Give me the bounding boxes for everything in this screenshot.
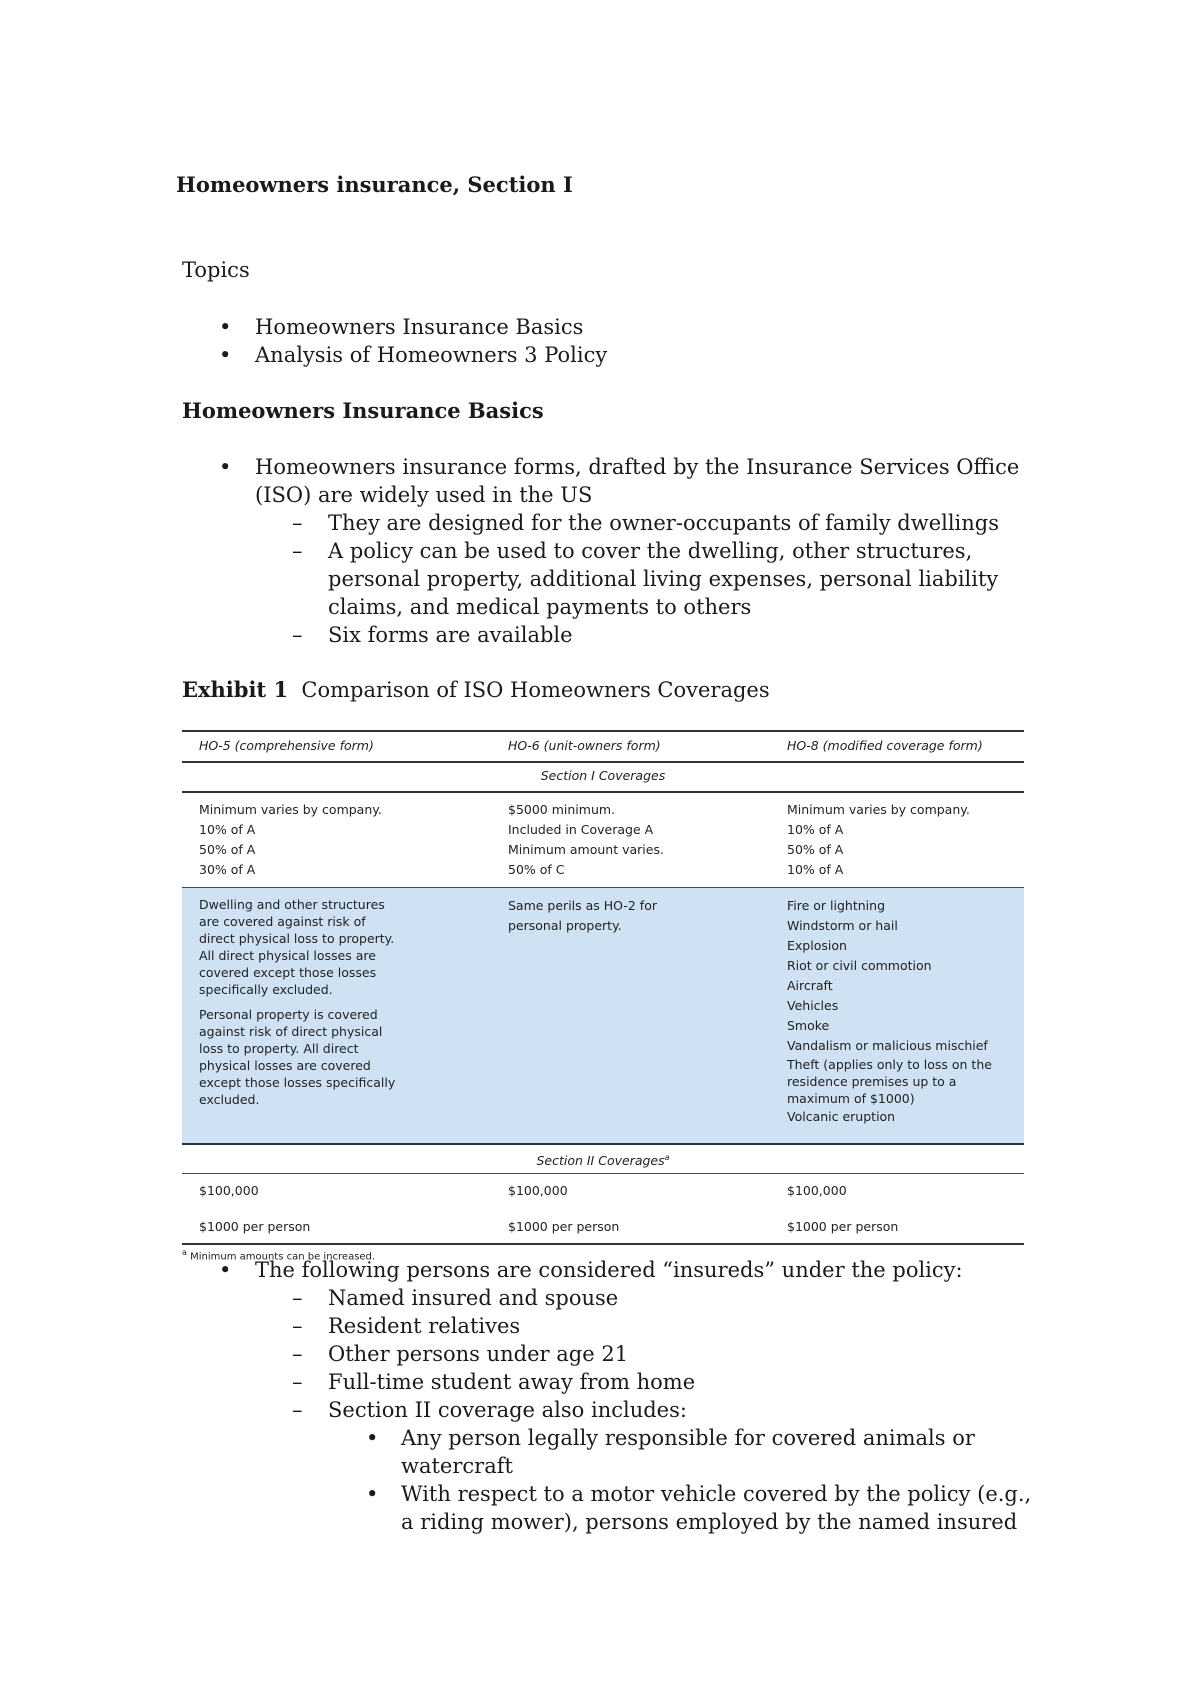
footnote-marker: a	[664, 1153, 670, 1162]
footnote-marker: a	[182, 1248, 187, 1257]
col-header-ho6: HO-6 (unit-owners form)	[508, 738, 661, 753]
exhibit-title: Comparison of ISO Homeowners Coverages	[301, 678, 770, 702]
section-2-heading	[182, 1148, 1024, 1171]
limit-value: Included in Coverage A	[508, 822, 654, 837]
exhibit-caption	[182, 677, 770, 702]
perils-paragraph: Dwelling and other structures are covered against risk of direct physical loss to property. All direct physical losses are covered except those losses specifically excluded.	[199, 897, 395, 997]
table-rule	[182, 761, 1024, 763]
peril-item: Fire or lightning	[787, 898, 885, 913]
perils-paragraph: Personal property is covered against risk of direct physical loss to property. All direct physical losses are covered except those losses specifically excluded.	[199, 1007, 396, 1107]
exhibit-label: Exhibit 1	[182, 677, 289, 702]
basics-subbullet: – A policy can be used to cover the dwelling, other structures, personal property, additional living expenses, personal liability claims, and medical payments to others	[182, 537, 1042, 621]
limits-col-ho5	[199, 800, 382, 880]
footnote-text: Minimum amounts can be increased.	[190, 1251, 376, 1263]
peril-item: Aircraft	[787, 978, 833, 993]
limit-value: $5000 minimum.	[508, 802, 616, 817]
col-header-ho5: HO-5 (comprehensive form)	[199, 738, 374, 753]
medical-ho8: $1000 per person	[787, 1219, 899, 1234]
insureds-subbullet: – Full-time student away from home	[182, 1368, 1042, 1396]
topic-item: • Analysis of Homeowners 3 Policy	[182, 341, 607, 369]
insureds-subbullet: – Other persons under age 21	[182, 1340, 1042, 1368]
exhibit-table	[182, 730, 1024, 1263]
basics-list	[182, 453, 1042, 649]
insureds-subbullet: – Named insured and spouse	[182, 1284, 1042, 1312]
table-rule	[182, 730, 1024, 732]
limit-value: 10% of A	[787, 862, 844, 877]
liability-ho8: $100,000	[787, 1183, 847, 1198]
limit-value: 10% of A	[787, 822, 844, 837]
limit-value: Minimum varies by company.	[787, 802, 970, 817]
table-rule	[182, 1143, 1024, 1145]
insureds-subbullet: – Section II coverage also includes:	[182, 1396, 1042, 1424]
medical-ho5: $1000 per person	[199, 1219, 311, 1234]
peril-item: Explosion	[787, 938, 847, 953]
peril-item: Windstorm or hail	[787, 918, 898, 933]
peril-item: Smoke	[787, 1018, 830, 1033]
limit-value: 50% of A	[787, 842, 844, 857]
basics-bullet: • Homeowners insurance forms, drafted by the Insurance Services Office (ISO) are widely used in the US	[182, 453, 1042, 509]
perils-ho5	[199, 896, 399, 1108]
insureds-bullet: • The following persons are considered “insureds” under the policy:	[182, 1256, 1042, 1284]
limit-value: 30% of A	[199, 862, 256, 877]
section-heading: Homeowners Insurance Basics	[182, 398, 544, 423]
section-1-heading: Section I Coverages	[540, 768, 666, 783]
peril-item: Vehicles	[787, 998, 839, 1013]
peril-item: Theft (applies only to loss on the residence premises up to a maximum of $1000)	[787, 1057, 992, 1106]
perils-ho6	[508, 896, 678, 936]
basics-subbullet: – They are designed for the owner-occupants of family dwellings	[182, 509, 1042, 537]
limits-col-ho8	[787, 800, 970, 880]
limits-col-ho6	[508, 800, 664, 880]
liability-ho6: $100,000	[508, 1183, 568, 1198]
table-rule	[182, 791, 1024, 793]
topics-label: Topics	[182, 258, 250, 282]
insureds-tertiary-bullet: • With respect to a motor vehicle covered by the policy (e.g., a riding mower), persons employed by the named insured	[182, 1480, 1042, 1536]
limit-value: 50% of C	[508, 862, 565, 877]
document-title: Homeowners insurance, Section I	[176, 172, 573, 197]
insureds-tertiary-bullet: • Any person legally responsible for covered animals or watercraft	[182, 1424, 1042, 1480]
peril-item: Riot or civil commotion	[787, 958, 932, 973]
topics-list	[182, 313, 607, 369]
perils-paragraph: Same perils as HO-2 for personal property.	[508, 898, 657, 933]
liability-ho5: $100,000	[199, 1183, 259, 1198]
medical-ho6: $1000 per person	[508, 1219, 620, 1234]
limit-value: Minimum varies by company.	[199, 802, 382, 817]
table-rule	[182, 1243, 1024, 1245]
limit-value: Minimum amount varies.	[508, 842, 664, 857]
peril-item: Volcanic eruption	[787, 1109, 896, 1124]
peril-item: Vandalism or malicious mischief	[787, 1038, 988, 1053]
section-2-title: Section II Coverages	[536, 1153, 665, 1169]
basics-subbullet: – Six forms are available	[182, 621, 1042, 649]
limit-value: 50% of A	[199, 842, 256, 857]
insureds-list	[182, 1256, 1042, 1536]
topic-item: • Homeowners Insurance Basics	[182, 313, 607, 341]
limit-value: 10% of A	[199, 822, 256, 837]
table-rule	[182, 1173, 1024, 1174]
insureds-subbullet: – Resident relatives	[182, 1312, 1042, 1340]
perils-ho8	[787, 896, 997, 1127]
col-header-ho8: HO-8 (modified coverage form)	[787, 738, 983, 753]
